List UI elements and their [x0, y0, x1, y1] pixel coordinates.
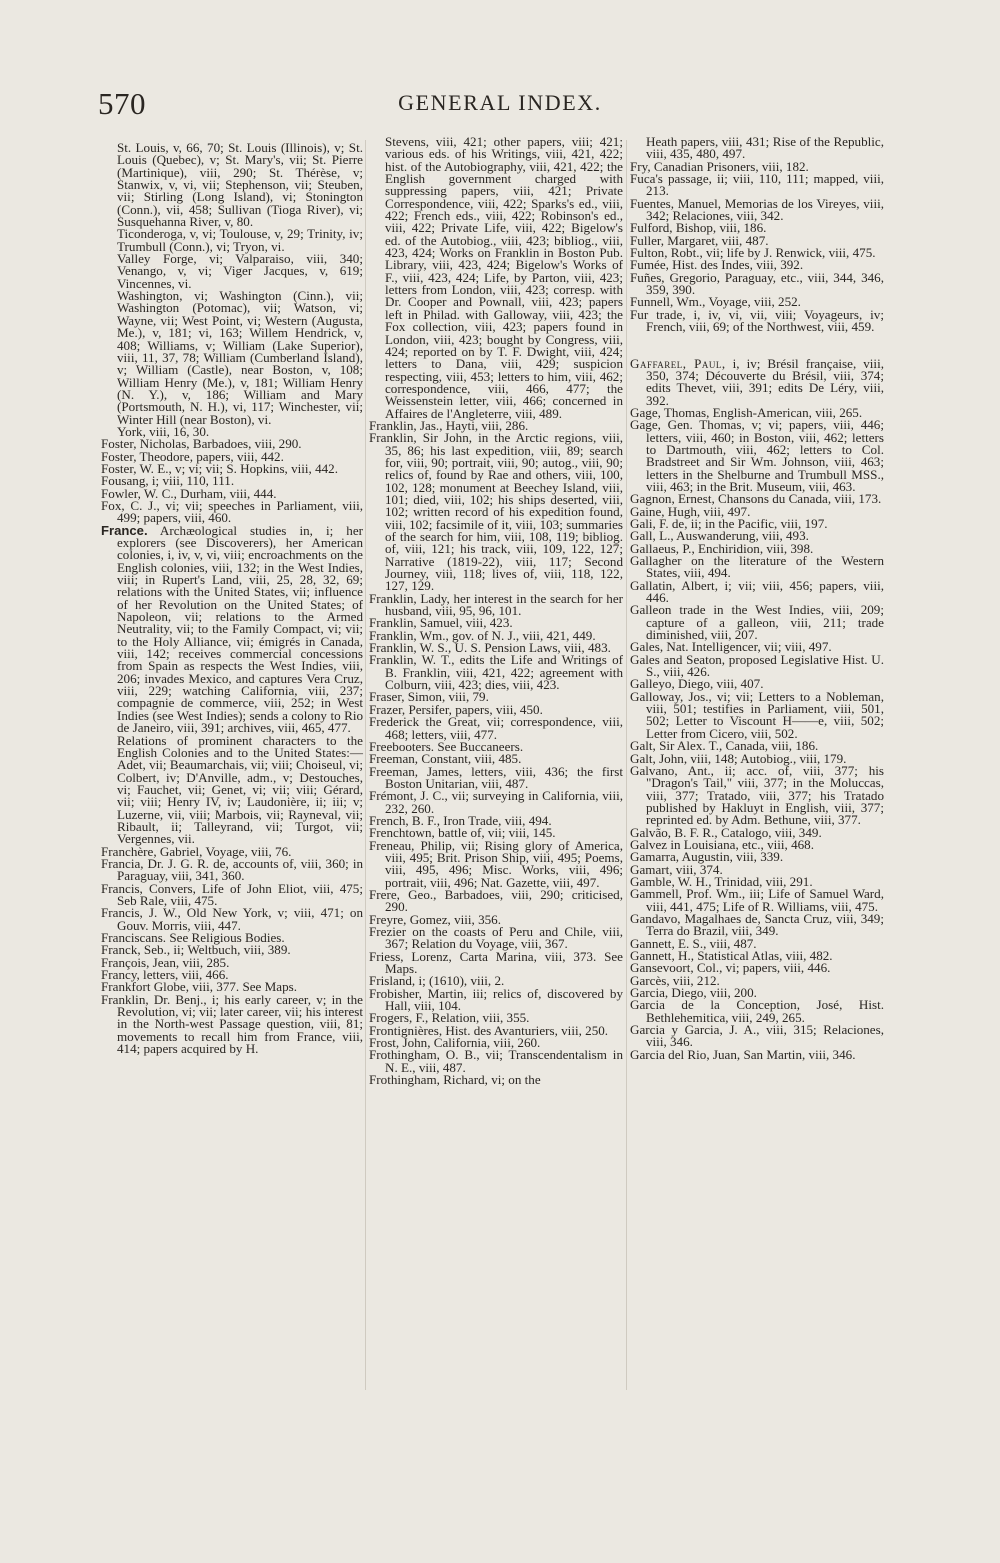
index-entry-text: Gales, Nat. Intelligencer, vii; viii, 497. — [630, 639, 832, 655]
index-entry-text: Gage, Thomas, English-American, viii, 265. — [630, 404, 863, 420]
index-entry-text: Gamble, W. H., Trinidad, viii, 291. — [630, 873, 813, 889]
index-entry-text: Gagnon, Ernest, Chansons du Canada, viii, 173. — [630, 491, 882, 507]
index-entry — [630, 999, 884, 1024]
index-entry — [369, 886, 623, 915]
index-entry — [630, 173, 884, 198]
index-entry-text: Ticonderoga, v, vi; Toulouse, v, 29; Trinity, iv; Trumbull (Conn.), vi; Tryon, vi. — [117, 226, 363, 254]
index-entry-text: Franklin, W. T., edits the Life and Writings of B. Franklin, viii, 421, 422; agreement with Colburn, viii, 423; dies, viii, 423. — [369, 652, 623, 693]
index-entry-text: Fuñes, Gregorio, Paraguay, etc., viii, 344, 346, 359, 390. — [630, 269, 884, 298]
index-entry-text: Fuca's passage, ii; viii, 110, 111; mapped, viii, 213. — [630, 171, 884, 199]
index-entry — [369, 948, 623, 977]
index-entry-text: Franklin, Dr. Benj., i; his early career, v; in the Revolution, vi; vii; later career, vii; his interest in the North-west Passage question, viii, 81; movements to recall him from France, viii, 414; papers acquired by H. — [101, 991, 363, 1057]
index-entry — [630, 577, 884, 606]
index-entry-text: Frogers, F., Relation, viii, 355. — [369, 1010, 530, 1026]
index-entry-text: Galleon trade in the West Indies, viii, 209; capture of a galleon, viii, 211; trade diminished, viii, 207. — [630, 602, 884, 643]
index-entry — [101, 991, 363, 1057]
index-entry-text: Frothingham, Richard, vi; on the — [369, 1072, 541, 1088]
index-entry — [101, 522, 363, 736]
index-entry-text: Washington, vi; Washington (Cinn.), vii; Washington (Potomac), vii; Watson, vi; Wayne, vii; West Point, vi; Western (Augusta, Me.), v, 181; vi, 163; Willem Hendrick, v, 408; Williams, v; William (Lake Superior), viii, 11, 37, 78; William (Cumberland Island), v; William (Castle), near Boston, v, 108; William Henry (Me.), v, 181; William Henry (N. Y.), v, 186; William and Mary (Portsmouth, N. H.), vi, 117; Winchester, vii; Winter Hill (near Boston), vi. — [117, 288, 363, 427]
index-entry-text: Stevens, viii, 421; other papers, viii; 421; various eds. of his Writings, viii, 421, 422; hist. of the Autobiography, viii, 421, 422; the English government charged with suppressing papers, viii, 421; Private Correspondence, viii, 422; Sparks's ed., viii, 422; French eds., viii, 422; Robinson's ed., viii, 422; Private Life, viii, 422; Bigelow's ed. of the Autobiog., viii, 423; bibliog., viii, 423, 424; Works on Franklin in Boston Pub. Library, viii, 423, 424; Bigelow's Works of F., viii, 423, 424; Life, by Parton, viii, 423; letters from London, viii, 423; corresp. with Dr. Cooper and Pownall, viii, 423; papers left in Philad. with Galloway, viii, 423; the Fox collection, viii, 423; papers found in London, viii, 423; bought by Congress, viii, 424; reported on by T. F. Dwight, viii, 424; letters to Dana, viii, 429; suspicion respecting, viii, 453; letters to him, viii, 462; correspondence, viii, 466, 477; the Weissenstein letter, viii, 466; concerned in Affaires de l'Angleterre, viii, 489. — [385, 134, 623, 421]
index-entry — [101, 142, 363, 228]
index-entry-text: Funnell, Wm., Voyage, viii, 252. — [630, 294, 801, 310]
index-entry-text: Gage, Gen. Thomas, v; vi; papers, viii, 446; letters, viii, 460; in Boston, viii, 462; letters to Dartmouth, viii, 462; letters to Col. Bradstreet and Sir Wm. Johnson, viii, 463; letters in the Shelburne and Trumbull MSS., viii, 463; in the Brit. Museum, viii, 463. — [630, 417, 884, 494]
index-entry — [369, 985, 623, 1014]
index-entry-text: Fulton, Robt., vii; life by J. Renwick, viii, 475. — [630, 245, 876, 261]
index-entry — [369, 1074, 623, 1086]
index-entry-text: Franchère, Gabriel, Voyage, viii, 76. — [101, 843, 292, 859]
index-entry — [369, 654, 623, 691]
column-rule — [626, 140, 627, 1390]
index-entry-text: Relations of prominent characters to the English Colonies and to the United States:— Adet, vii; Beaumarchais, vii; viii; Choiseul, vi; Colbert, iv; D'Anville, adm., v; Destouches, vi; Fauchet, vii; Genet, vi; vii; viii; Gérard, vii; viii; Henry IV, iv; Laudonière, ii; iii; v; Luzerne, vii, viii; Marbois, vii; Rayneval, vii; Ribault, ii; Talleyrand, vii; Turgot, vii; Vergennes, vii. — [117, 732, 363, 847]
index-entry-text: Galvão, B. F. R., Catalogo, viii, 349. — [630, 824, 822, 840]
index-entry — [630, 604, 884, 641]
index-entry-text: Frothingham, O. B., vii; Transcendentalism in N. E., viii, 487. — [369, 1047, 623, 1075]
index-entry-text: Franciscans. See Religious Bodies. — [101, 930, 285, 945]
index-entry — [630, 195, 884, 224]
index-entry — [630, 1046, 884, 1062]
index-entry-text: Francy, letters, viii, 466. — [101, 967, 229, 983]
index-entry — [630, 651, 884, 680]
index-entry — [630, 136, 884, 161]
index-entry-text: Fry, Canadian Prisoners, viii, 182. — [630, 158, 809, 174]
index-entry-text: Valley Forge, vi; Valparaiso, viii, 340; Venango, v, vi; Viger Jacques, v, 619; Vincennes, vi. — [117, 251, 363, 291]
index-entry-text: Heath papers, viii, 431; Rise of the Republic, viii, 435, 480, 497. — [646, 134, 884, 162]
index-entry — [101, 855, 363, 884]
index-entry-text: Galt, John, viii, 148; Autobiog., viii, 179. — [630, 750, 847, 766]
index-entry — [630, 306, 884, 335]
index-entry — [630, 910, 884, 939]
index-entry-text: Frémont, J. C., vii; surveying in California, viii, 232, 260. — [369, 788, 623, 816]
index-entry — [369, 763, 623, 791]
index-entry-text: Garcia, Diego, viii, 200. — [630, 985, 757, 1001]
index-entry-text: Friess, Lorenz, Carta Marina, viii, 373. See Maps. — [369, 948, 623, 977]
index-entry-text: Gallaeus, P., Enchiridion, viii, 398. — [630, 540, 814, 556]
index-entry-text: Franklin, Jas., Hayti, viii, 286. — [369, 417, 529, 433]
page-number: 570 — [98, 86, 146, 121]
index-entry — [369, 432, 623, 592]
index-entry-text: Freebooters. See Buccaneers. — [369, 738, 524, 754]
index-entry — [369, 716, 623, 741]
index-entry-text: Fumée, Hist. des Indes, viii, 392. — [630, 257, 804, 273]
index-entry-text: French, B. F., Iron Trade, viii, 494. — [369, 812, 552, 828]
index-heading: Gaffarel, Paul, — [630, 355, 726, 371]
index-entry — [630, 1024, 884, 1049]
index-entry-text: Frisland, i; (1610), viii, 2. — [369, 973, 505, 989]
index-heading: France. — [101, 522, 148, 538]
index-entry — [101, 880, 363, 908]
index-entry-text: Frederick the Great, vii; correspondence, viii, 468; letters, viii, 477. — [369, 714, 623, 742]
index-entry — [369, 1049, 623, 1074]
index-entry-text: Gaine, Hugh, viii, 497. — [630, 503, 751, 519]
index-entry-text: Gamart, viii, 374. — [630, 861, 723, 877]
index-entry-text: York, viii, 16, 30. — [117, 423, 210, 439]
index-entry-text: St. Louis, v, 66, 70; St. Louis (Illinois), v; St. Louis (Quebec), v; St. Mary's, vii; St. Pierre (Martinique), viii, 290; St. Thérèse, v; Stanwix, v, vi, vii; Stephenson, vii; Steuben, vii; Stirling (Long Island), vi; Stonington (Conn.), vii, 458; Sullivan (Tioga River), vi; Susquehanna River, v, 80. — [117, 140, 363, 230]
index-entry-text: Fox, C. J., vi; vii; speeches in Parliament, viii, 499; papers, viii, 460. — [101, 497, 363, 526]
index-entry-text: Garcès, viii, 212. — [630, 972, 720, 988]
index-entry-text: Archæological studies in, i; her explorers (see Discoverers), her American colonies, i, iv, v, vi, viii; encroachments on the English colonies, viii, 132; in the West Indies, viii; in Rupert's Land, viii, 25, 28, 32, 69; relations with the United States, vii; influence of her Revolution on the United States; of Napoleon, vii; relations to the Armed Neutrality, vii; to the Family Compact, vi; vii; to the Holy Alliance, vii; émigrés in Canada, viii, 142; receives commercial concessions from Spain as respects the West Indies, viii, 206; invades Mexico, and captures Vera Cruz, viii, 229; watching California, viii, 237; compagnie de commerce, viii, 252; in West Indies (see West Indies); sends a colony to Rio de Janeiro, viii, 391; archives, viii, 465, 477. — [117, 522, 363, 736]
index-entry — [630, 355, 884, 408]
index-entry-text: Fraser, Simon, viii, 79. — [369, 689, 489, 705]
index-entry-text: Frezier on the coasts of Peru and Chile, viii, 367; Relation du Voyage, viii, 367. — [369, 924, 623, 952]
index-entry-text: Foster, W. E., v; vi; vii; S. Hopkins, viii, 442. — [101, 460, 339, 476]
index-entry-text: Gallatin, Albert, i; vii; viii, 456; papers, viii, 446. — [630, 577, 884, 606]
index-entry-text: Galvez in Louisiana, etc., viii, 468. — [630, 836, 814, 852]
index-entry-text: Foster, Nicholas, Barbadoes, viii, 290. — [101, 436, 302, 452]
index-entry — [101, 497, 363, 526]
index-entry — [630, 688, 884, 741]
index-column-2 — [369, 136, 623, 1086]
index-entry-text: Garcia del Rio, Juan, San Martin, viii, 346. — [630, 1046, 856, 1062]
index-entry — [630, 269, 884, 298]
index-entry-text: Galt, Sir Alex. T., Canada, viii, 186. — [630, 738, 819, 754]
index-entry-text: Fuentes, Manuel, Memorias de los Vireyes, viii, 342; Relaciones, viii, 342. — [630, 195, 884, 224]
index-entry-text: Frazer, Persifer, papers, viii, 450. — [369, 701, 543, 717]
index-entry-text: Gannett, E. S., viii, 487. — [630, 935, 757, 951]
index-entry — [630, 762, 884, 828]
index-entry-text: Fousang, i; viii, 110, 111. — [101, 473, 235, 489]
index-entry-text: Frost, John, California, viii, 260. — [369, 1035, 541, 1051]
index-entry — [369, 136, 623, 420]
column-rule — [365, 140, 366, 1390]
index-entry-text: Franklin, Samuel, viii, 423. — [369, 615, 513, 631]
index-entry — [101, 732, 363, 847]
index-column-3 — [630, 136, 884, 1061]
index-entry-text: Franklin, Lady, her interest in the search for her husband, viii, 95, 96, 101. — [369, 590, 623, 619]
index-entry-text: i, iv; Brésil française, viii, 350, 374; Découverte du Brésil, viii, 374; edits Thevet, viii, 391; edits De Léry, viii, 392. — [646, 355, 884, 408]
index-entry-text: Frankfort Globe, viii, 377. See Maps. — [101, 979, 298, 995]
index-entry-text: Galleyo, Diego, viii, 407. — [630, 676, 764, 692]
index-entry-text: Galvano, Ant., ii; acc. of, viii, 377; his "Dragon's Tail," viii, 377; in the Moluccas, viii, 377; Tratado, viii, 377; his Tratado published by Hakluyt in English, viii, 377; reprinted ed. by Adm. Bethune, viii, 377. — [630, 762, 884, 828]
index-entry-text: Fulford, Bishop, viii, 186. — [630, 220, 767, 236]
index-entry-text: Gannett, H., Statistical Atlas, viii, 482. — [630, 948, 833, 963]
index-entry-text: Freneau, Philip, vii; Rising glory of America, viii, 495; Brit. Prison Ship, viii, 495; Poems, viii, 495, 496; Misc. Works, viii, 496; portrait, viii, 496; Nat. Gazette, viii, 497. — [369, 837, 623, 890]
index-entry-text: Gales and Seaton, proposed Legislative Hist. U. S., viii, 426. — [630, 651, 884, 680]
index-entry — [369, 590, 623, 619]
index-entry-text: Fowler, W. C., Durham, viii, 444. — [101, 485, 277, 501]
index-entry — [369, 837, 623, 890]
index-entry-text: Francis, J. W., Old New York, v; viii, 471; on Gouv. Morris, viii, 447. — [101, 905, 363, 933]
index-entry-text: Fuller, Margaret, viii, 487. — [630, 232, 769, 248]
index-entry — [101, 907, 363, 932]
index-entry-text: Francia, Dr. J. G. R. de, accounts of, viii, 360; in Paraguay, viii, 341, 360. — [101, 855, 363, 884]
index-entry-text: Garcia de la Conception, José, Hist. Bethlehemitica, viii, 249, 265. — [630, 997, 884, 1025]
index-entry-text: Frere, Geo., Barbadoes, viii, 290; criticised, 290. — [369, 886, 623, 915]
index-entry — [630, 888, 884, 913]
index-entry-text: Frontignières, Hist. des Avanturiers, viii, 250. — [369, 1022, 609, 1038]
index-entry — [101, 290, 363, 426]
index-entry-text: Gall, L., Auswanderung, viii, 493. — [630, 528, 809, 544]
index-entry-text: Frenchtown, battle of, vii; viii, 145. — [369, 825, 556, 841]
index-entry-text: Fur trade, i, iv, vi, vii, viii; Voyageurs, iv; French, viii, 69; of the Northwest, viii, 459. — [630, 306, 884, 335]
index-entry-text: Gansevoort, Col., vi; papers, viii, 446. — [630, 960, 831, 976]
index-entry-text: Freyre, Gomez, viii, 356. — [369, 911, 501, 927]
index-entry-text: Franck, Seb., ii; Weltbuch, viii, 389. — [101, 942, 291, 958]
index-entry-text: Foster, Theodore, papers, viii, 442. — [101, 448, 284, 464]
index-entry — [630, 555, 884, 580]
index-entry-text: Gammell, Prof. Wm., iii; Life of Samuel Ward, viii, 441, 475; Life of R. Williams, viii, 475. — [630, 886, 884, 914]
index-entry-text: Frobisher, Martin, iii; relics of, discovered by Hall, viii, 104. — [369, 985, 623, 1014]
index-entry — [101, 228, 363, 253]
running-head: GENERAL INDEX. — [398, 90, 602, 115]
index-entry-text: Franklin, W. S., U. S. Pension Laws, viii, 483. — [369, 640, 611, 656]
index-entry-text: Francis, Convers, Life of John Eliot, viii, 475; Seb Rale, viii, 475. — [101, 880, 363, 908]
index-entry-text: Gallagher on the literature of the Western States, viii, 494. — [630, 553, 884, 581]
index-entry-text: Freeman, James, letters, viii, 436; the first Boston Unitarian, viii, 487. — [369, 763, 623, 791]
index-entry-text: Franklin, Wm., gov. of N. J., viii, 421, 449. — [369, 627, 596, 643]
index-entry — [369, 790, 623, 815]
index-entry-text: Garcia y Garcia, J. A., viii, 315; Relaciones, viii, 346. — [630, 1022, 884, 1050]
index-entry-text: Gali, F. de, ii; in the Pacific, viii, 197. — [630, 515, 828, 531]
index-entry-text: François, Jean, viii, 285. — [101, 954, 230, 970]
index-entry-text: Freeman, Constant, viii, 485. — [369, 751, 522, 767]
index-entry-text: Gandavo, Magalhaes de, Sancta Cruz, viii, 349; Terra do Brazil, viii, 349. — [630, 910, 884, 939]
index-entry — [369, 926, 623, 951]
index-entry-text: Gamarra, Augustin, viii, 339. — [630, 849, 784, 865]
index-entry — [101, 253, 363, 290]
index-column-1 — [101, 142, 363, 1055]
index-entry — [630, 419, 884, 493]
index-entry-text: Franklin, Sir John, in the Arctic regions, viii, 35, 86; his last expedition, viii, 89; search for, viii, 90; portrait, viii, 90; autog., viii, 90; relics of, found by Rae and others, viii, 100, 102, 128; monument at Beechey Island, viii, 101; died, viii, 102; his ships deserted, viii, 102; written record of his expedition found, viii, 102; facsimile of it, viii, 103; summaries of the search for him, viii, 108, 119; bibliog. of, viii, 121; his track, viii, 109, 122, 127; Narrative (1819-22), viii, 117; Second Journey, viii, 118; lives of, viii, 118, 122, 127, 129. — [369, 430, 623, 594]
index-entry-text: Galloway, Jos., vi; vii; Letters to a Nobleman, viii, 501; testifies in Parliament, viii, 501, 502; Letter to Viscount H——e, viii, 502; Letter from Cicero, viii, 502. — [630, 688, 884, 741]
